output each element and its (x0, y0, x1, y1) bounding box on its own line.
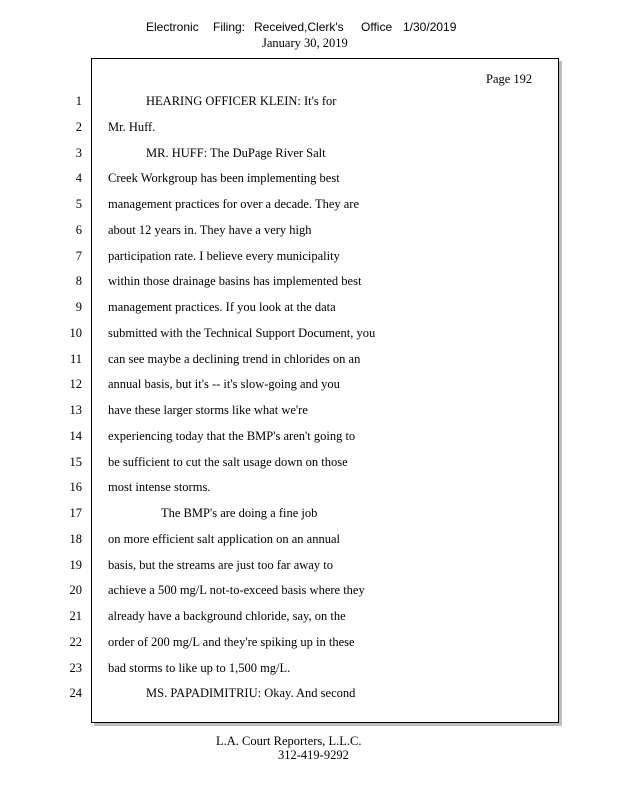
transcript-line: basis, but the streams are just too far away to (108, 557, 333, 572)
line-number: 7 (75, 248, 82, 263)
stamp-received: Received,Clerk's (254, 20, 344, 34)
line-number: 22 (69, 634, 82, 649)
line-number: 23 (69, 660, 82, 675)
line-number: 4 (75, 171, 82, 186)
footer-company: L.A. Court Reporters, L.L.C. (216, 734, 362, 748)
transcript-line: Creek Workgroup has been implementing best (108, 171, 340, 186)
transcript-line: already have a background chloride, say, on the (108, 609, 346, 623)
transcript-line: Mr. Huff. (108, 119, 156, 134)
filing-stamp (0, 20, 618, 36)
transcript-line: management practices for over a decade. They are (108, 197, 360, 211)
line-number: 16 (69, 480, 82, 495)
page-number: Page 192 (486, 72, 533, 86)
transcript-line: bad storms to like up to 1,500 mg/L. (108, 660, 291, 675)
transcript-line: MR. HUFF: The DuPage River Salt (146, 145, 326, 160)
line-number: 10 (69, 325, 82, 340)
transcript-line: about 12 years in. They have a very high (108, 222, 312, 237)
line-number: 6 (75, 222, 82, 237)
line-number: 12 (69, 377, 82, 392)
stamp-filing: Filing: (213, 20, 246, 34)
line-number: 13 (69, 403, 82, 417)
transcript-line: within those drainage basins has implemented best (108, 274, 362, 289)
stamp-electronic: Electronic (146, 20, 199, 34)
line-number: 1 (75, 94, 82, 108)
filing-date-long: January 30, 2019 (262, 36, 348, 50)
footer-phone: 312-419-9292 (278, 748, 349, 762)
stamp-date: 1/30/2019 (403, 20, 457, 34)
line-number: 17 (69, 506, 82, 520)
transcript-line: participation rate. I believe every municipality (108, 248, 340, 263)
line-number: 21 (69, 609, 82, 623)
line-number: 20 (69, 583, 82, 598)
line-number: 8 (75, 274, 82, 289)
transcript-line: MS. PAPADIMITRIU: Okay. And second (146, 686, 356, 701)
transcript-line: most intense storms. (108, 480, 211, 495)
transcript-line: be sufficient to cut the salt usage down on those (108, 454, 348, 469)
line-number: 5 (75, 197, 82, 211)
line-number: 14 (69, 428, 82, 443)
transcript-line: submitted with the Technical Support Document, you (108, 325, 376, 340)
stamp-office: Office (361, 20, 393, 34)
transcript-line: achieve a 500 mg/L not-to-exceed basis where they (108, 583, 365, 598)
transcript-line: management practices. If you look at the data (108, 300, 336, 314)
line-number: 3 (75, 145, 82, 160)
line-number: 15 (69, 454, 82, 469)
line-number: 11 (69, 351, 82, 366)
transcript-line: have these larger storms like what we're (108, 403, 308, 417)
line-number: 9 (75, 300, 82, 314)
transcript-line: HEARING OFFICER KLEIN: It's for (146, 94, 337, 108)
transcript-line: The BMP's are doing a fine job (161, 506, 318, 520)
line-number: 19 (69, 557, 82, 572)
transcript-line: experiencing today that the BMP's aren't going to (108, 428, 356, 443)
transcript-line: can see maybe a declining trend in chlorides on an (108, 351, 361, 366)
line-number: 24 (69, 686, 82, 701)
transcript-line: annual basis, but it's -- it's slow-going and you (108, 377, 340, 392)
line-number: 18 (69, 531, 82, 546)
transcript-line: on more efficient salt application on an annual (108, 531, 340, 546)
transcript-line: order of 200 mg/L and they're spiking up in these (108, 634, 355, 649)
line-number: 2 (75, 119, 82, 134)
